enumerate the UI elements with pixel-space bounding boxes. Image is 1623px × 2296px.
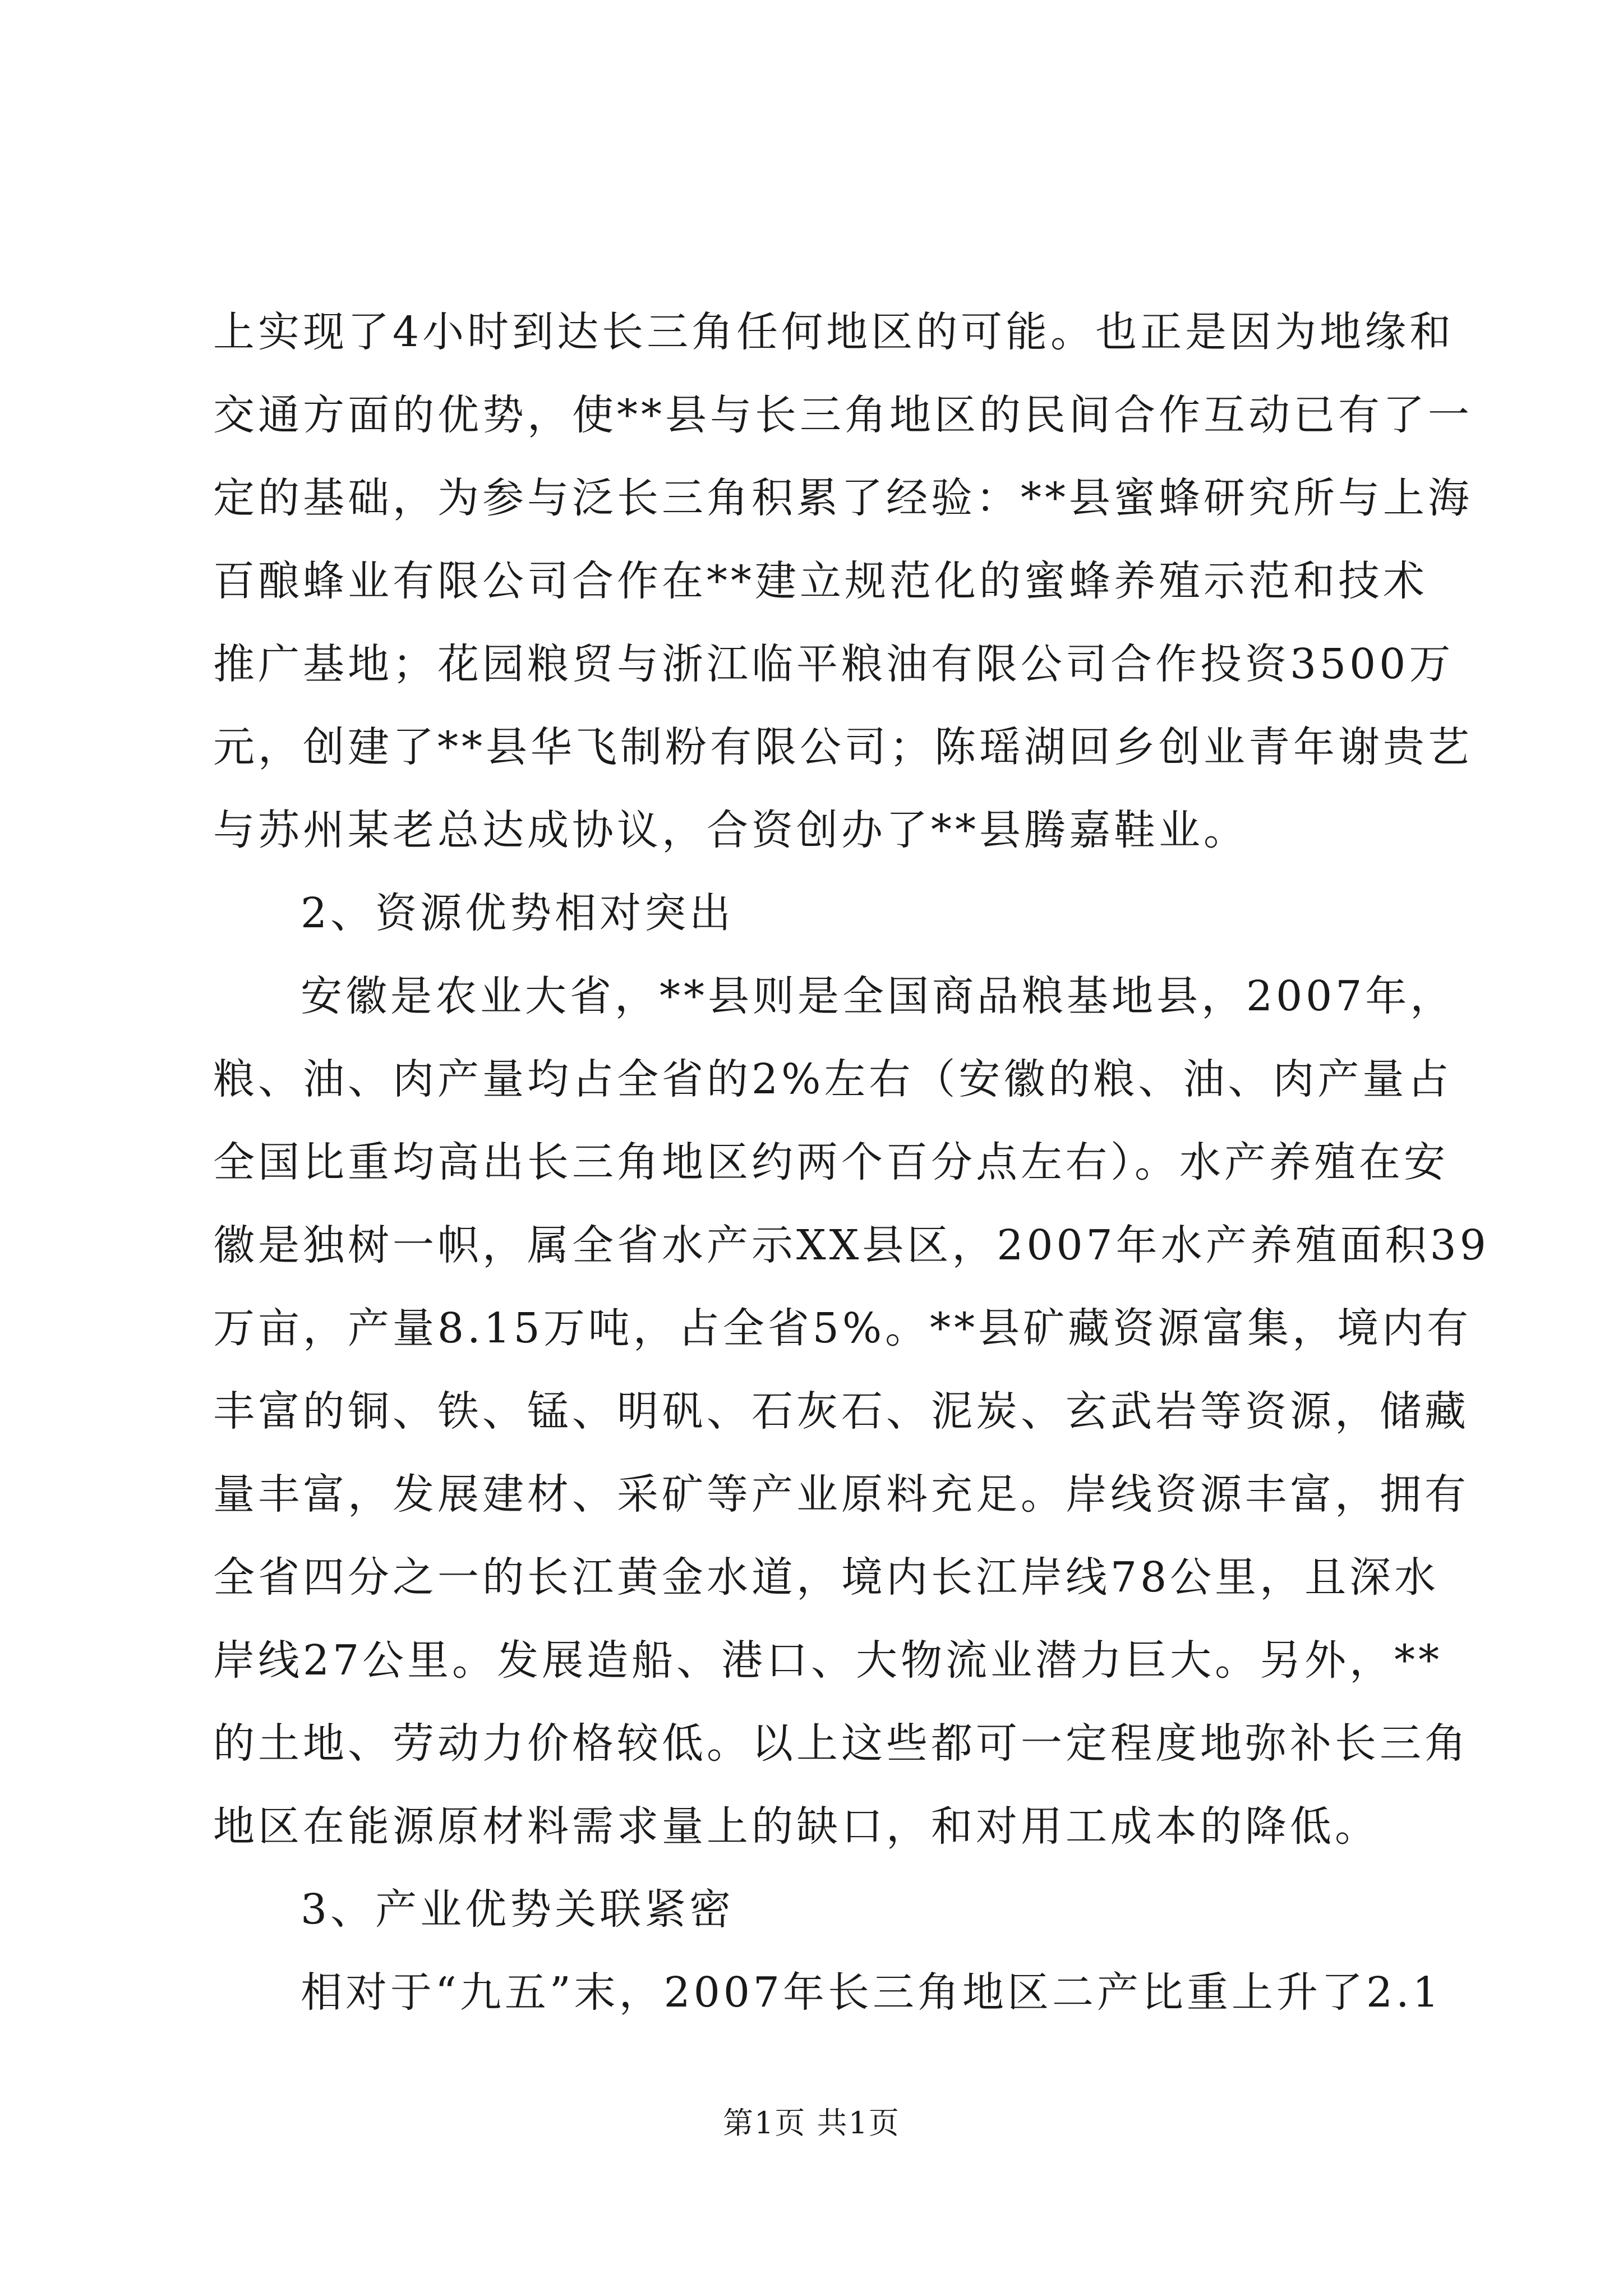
text-line: 相对于“九五”末，2007年长三角地区二产比重上升了2.1 [301,1968,1442,2017]
text-line: 全省四分之一的长江黄金水道，境内长江岸线78公里，且深水 [213,1553,1440,1602]
text-line: 徽是独树一帜，属全省水产示XX县区，2007年水产养殖面积39 [213,1221,1490,1269]
text-line: 量丰富，发展建材、采矿等产业原料充足。岸线资源丰富，拥有 [213,1470,1469,1519]
text-line: 推广基地；花园粮贸与浙江临平粮油有限公司合作投资3500万 [213,640,1454,688]
section-heading: 3、产业优势关联紧密 [301,1885,735,1934]
section-heading: 2、资源优势相对突出 [301,889,735,937]
document-body [213,291,1490,2034]
text-line: 地区在能源原材料需求量上的缺口，和对用工成本的降低。 [213,1802,1380,1851]
text-line: 丰富的铜、铁、锰、明矾、石灰石、泥炭、玄武岩等资源，储藏 [213,1387,1469,1435]
text-line: 岸线27公里。发展造船、港口、大物流业潜力巨大。另外，** [213,1636,1443,1685]
text-line: 全国比重均高出长三角地区约两个百分点左右）。水产养殖在安 [213,1138,1449,1186]
text-line: 的土地、劳动力价格较低。以上这些都可一定程度地弥补长三角 [213,1719,1469,1768]
text-line: 与苏州某老总达成协议，合资创办了**县腾嘉鞋业。 [213,806,1248,854]
text-line: 安徽是农业大省，**县则是全国商品粮基地县，2007年， [301,972,1455,1020]
text-line: 粮、油、肉产量均占全省的2%左右（安徽的粮、油、肉产量占 [213,1055,1453,1103]
text-line: 元，创建了**县华飞制粉有限公司；陈瑶湖回乡创业青年谢贵艺 [213,723,1473,771]
text-line: 百酿蜂业有限公司合作在**建立规范化的蜜蜂养殖示范和技术 [213,557,1428,605]
text-line: 定的基础，为参与泛长三角积累了经验：**县蜜蜂研究所与上海 [213,474,1473,522]
text-line: 万亩，产量8.15万吨，占全省5%。**县矿藏资源富集，境内有 [213,1304,1472,1352]
page-footer: 第1页 共1页 [723,2105,900,2141]
text-line: 交通方面的优势，使**县与长三角地区的民间合作互动已有了一 [213,391,1473,439]
text-line: 上实现了4小时到达长三角任何地区的可能。也正是因为地缘和 [213,308,1455,356]
